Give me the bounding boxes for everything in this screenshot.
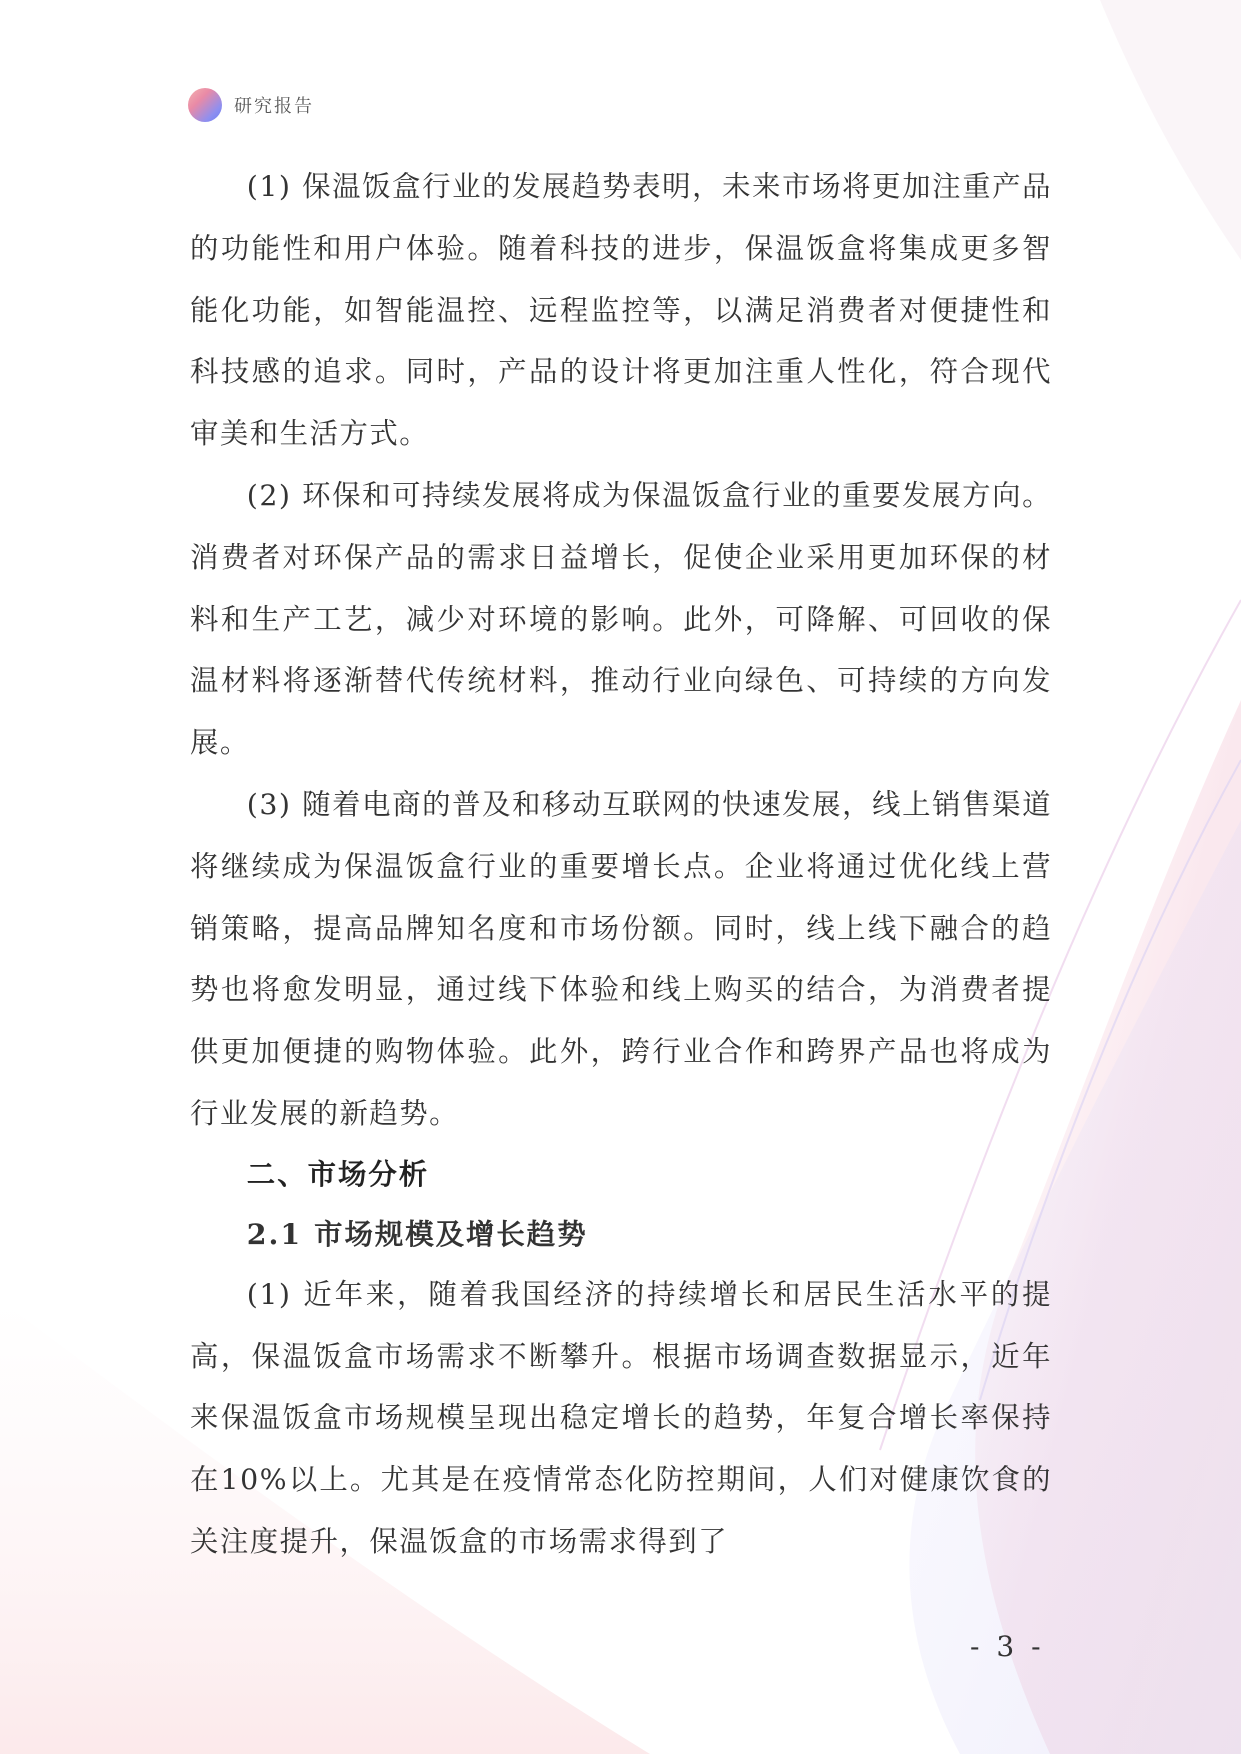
document-body — [190, 156, 1052, 1573]
page-number: - 3 - — [970, 1630, 1045, 1663]
paragraph-2: (2) 环保和可持续发展将成为保温饭盒行业的重要发展方向。消费者对环保产品的需求日益增长，促使企业采用更加环保的材料和生产工艺，减少对环境的影响。此外，可降解、可回收的保温材料将逐渐替代传统材料，推动行业向绿色、可持续的方向发展。 — [190, 478, 1052, 760]
page-header — [188, 88, 314, 122]
header-label: 研究报告 — [234, 96, 314, 117]
paragraph-1: (1) 保温饭盒行业的发展趋势表明，未来市场将更加注重产品的功能性和用户体验。随着科技的进步，保温饭盒将集成更多智能化功能，如智能温控、远程监控等，以满足消费者对便捷性和科技感的追求。同时，产品的设计将更加注重人性化，符合现代审美和生活方式。 — [190, 170, 1052, 451]
logo-circle-icon — [188, 88, 222, 122]
paragraph-3: (3) 随着电商的普及和移动互联网的快速发展，线上销售渠道将继续成为保温饭盒行业的重要增长点。企业将通过优化线上营销策略，提高品牌知名度和市场份额。同时，线上线下融合的趋势也将愈发明显，通过线下体验和线上购买的结合，为消费者提供更加便捷的购物体验。此外，跨行业合作和跨界产品也将成为行业发展的新趋势。 — [190, 787, 1052, 1130]
paragraph-4: (1) 近年来，随着我国经济的持续增长和居民生活水平的提高，保温饭盒市场需求不断攀升。根据市场调查数据显示，近年来保温饭盒市场规模呈现出稳定增长的趋势，年复合增长率保持在10%以上。尤其是在疫情常态化防控期间，人们对健康饮食的关注度提升，保温饭盒的市场需求得到了 — [190, 1277, 1052, 1558]
subsection-heading: 2.1 市场规模及增长趋势 — [246, 1216, 588, 1251]
section-heading: 二、市场分析 — [246, 1157, 430, 1191]
